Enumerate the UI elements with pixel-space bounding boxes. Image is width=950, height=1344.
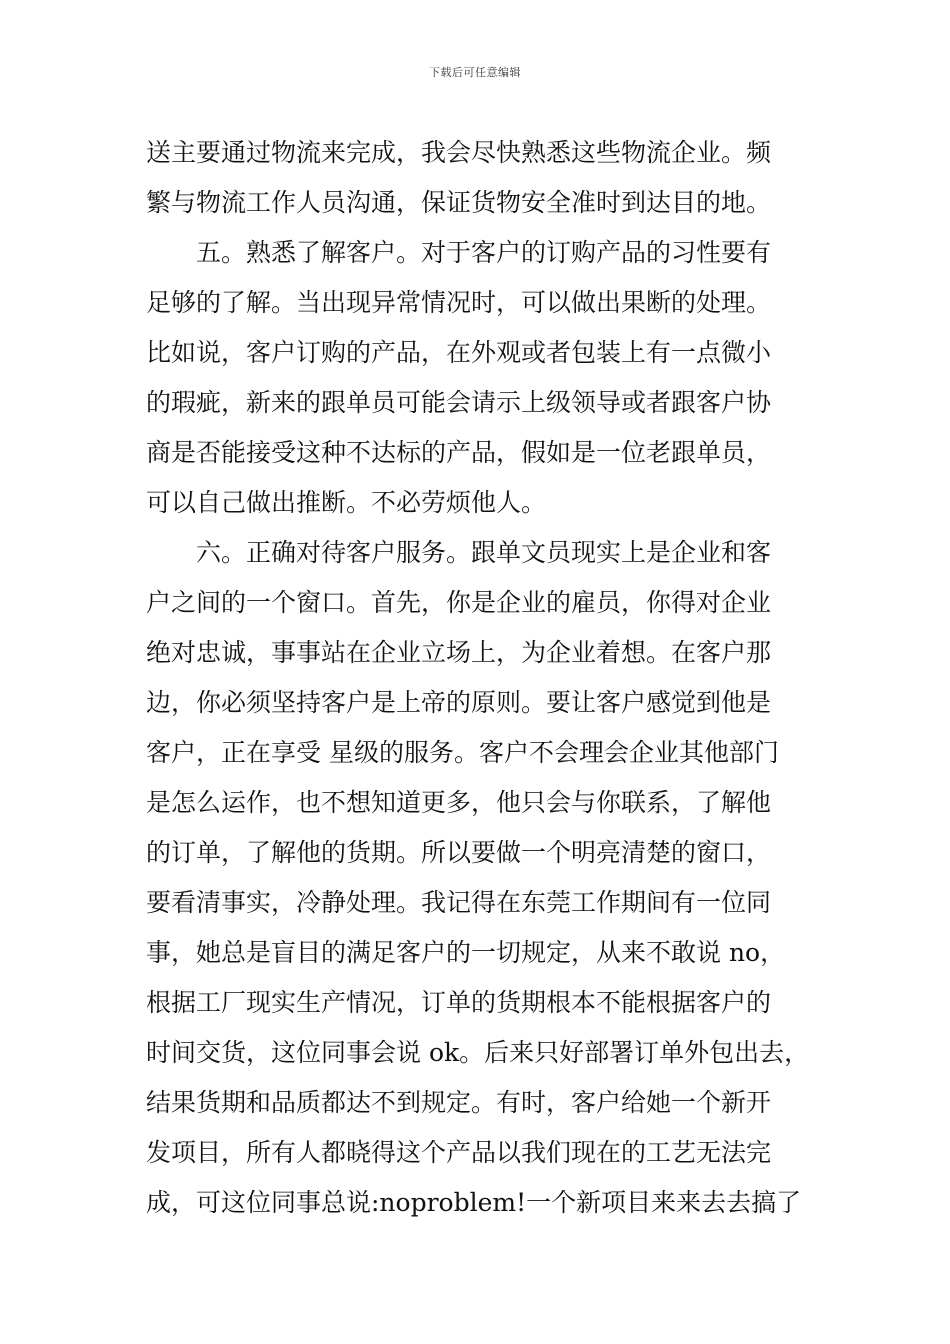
- page-header: 下载后可任意编辑: [429, 66, 521, 79]
- text-line: 商是否能接受这种不达标的产品，假如是一位老跟单员，: [146, 438, 772, 467]
- text-line: 成，可这位同事总说:noproblem!一个新项目来来去去搞了: [146, 1188, 802, 1217]
- text-line: 送主要通过物流来完成，我会尽快熟悉这些物流企业。频: [146, 138, 772, 167]
- text-line: 繁与物流工作人员沟通，保证货物安全准时到达目的地。: [146, 188, 772, 217]
- text-line: 根据工厂现实生产情况，订单的货期根本不能根据客户的: [146, 988, 772, 1017]
- text-line: 事，她总是盲目的满足客户的一切规定，从来不敢说 no，: [146, 938, 786, 967]
- text-line: 发项目，所有人都晓得这个产品以我们现在的工艺无法完: [146, 1138, 772, 1167]
- paragraph-start-line: 六。正确对待客户服务。跟单文员现实上是企业和客: [196, 538, 772, 567]
- text-line: 边，你必须坚持客户是上帝的原则。要让客户感觉到他是: [146, 688, 772, 717]
- text-line: 的订单，了解他的货期。所以要做一个明亮清楚的窗口，: [146, 838, 772, 867]
- text-line: 结果货期和品质都达不到规定。有时，客户给她一个新开: [146, 1088, 772, 1117]
- text-line: 的瑕疵，新来的跟单员可能会请示上级领导或者跟客户协: [146, 388, 772, 417]
- text-line: 是怎么运作，也不想知道更多，他只会与你联系，了解他: [146, 788, 772, 817]
- text-line: 时间交货，这位同事会说 ok。后来只好部署订单外包出去，: [146, 1038, 810, 1067]
- text-line: 比如说，客户订购的产品，在外观或者包装上有一点微小: [146, 338, 772, 367]
- text-line: 可以自己做出推断。不必劳烦他人。: [146, 488, 547, 517]
- paragraph-start-line: 五。熟悉了解客户。对于客户的订购产品的习性要有: [196, 238, 772, 267]
- text-line: 足够的了解。当出现异常情况时，可以做出果断的处理。: [146, 288, 772, 317]
- text-line: 户之间的一个窗口。首先，你是企业的雇员，你得对企业: [146, 588, 772, 617]
- body-text: [146, 128, 810, 1228]
- text-line: 客户，正在享受 星级的服务。客户不会理会企业其他部门: [146, 738, 779, 767]
- text-line: 绝对忠诚，事事站在企业立场上，为企业着想。在客户那: [146, 638, 772, 667]
- text-line: 要看清事实，冷静处理。我记得在东莞工作期间有一位同: [146, 888, 772, 917]
